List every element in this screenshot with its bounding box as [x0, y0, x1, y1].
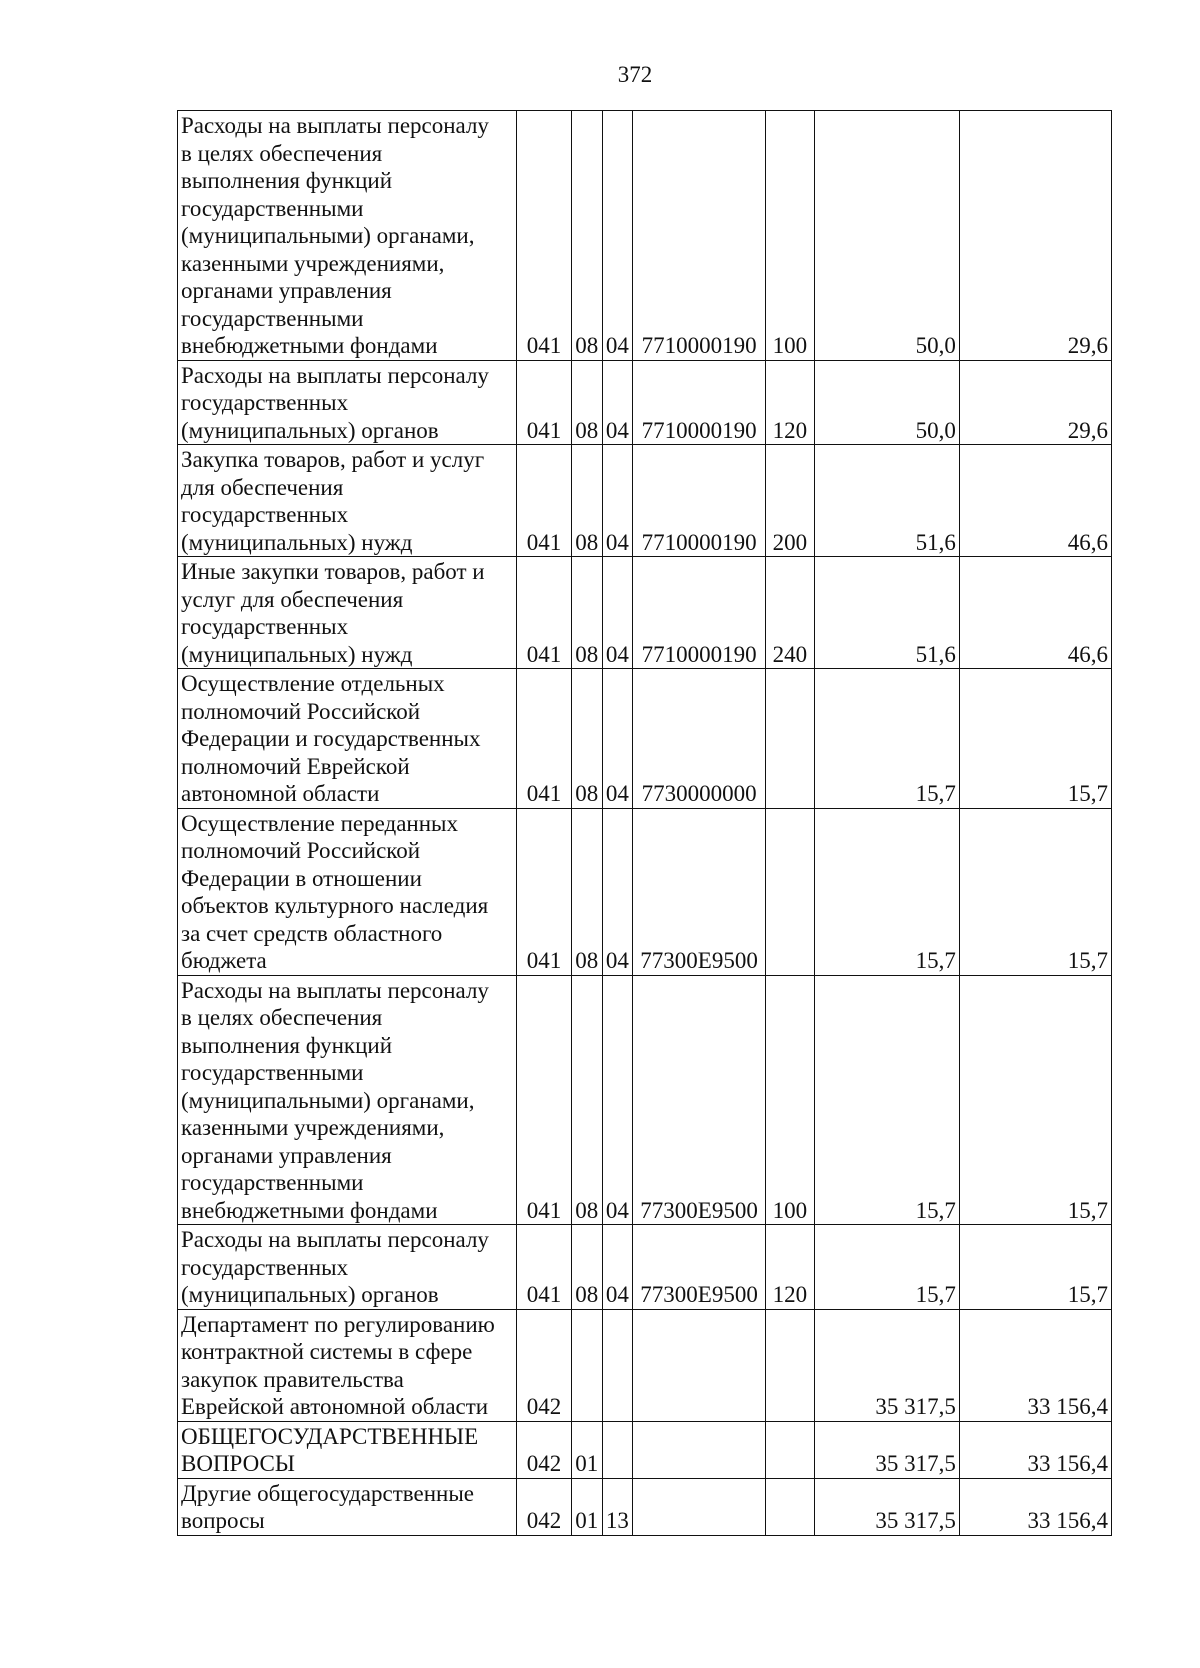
sum-first-cell: 51,6	[814, 557, 959, 669]
section-code-cell: 08	[572, 111, 603, 361]
table-row	[178, 1421, 1112, 1478]
sum-second-cell: 46,6	[959, 445, 1111, 557]
page-number: 372	[617, 62, 653, 87]
section-code-cell: 08	[572, 1225, 603, 1310]
ministry-code-cell: 042	[516, 1309, 571, 1421]
section-code-cell: 08	[572, 975, 603, 1225]
ministry-code-cell: 042	[516, 1421, 571, 1478]
target-article-cell	[633, 1478, 766, 1535]
section-code-cell: 08	[572, 557, 603, 669]
sum-second-cell: 33 156,4	[959, 1478, 1111, 1535]
section-code-cell: 01	[572, 1478, 603, 1535]
sum-second-cell: 33 156,4	[959, 1421, 1111, 1478]
subsection-code-cell: 04	[602, 557, 633, 669]
target-article-cell: 7710000190	[633, 111, 766, 361]
subsection-code-cell	[602, 1309, 633, 1421]
subsection-code-cell	[602, 1421, 633, 1478]
target-article-cell: 7710000190	[633, 445, 766, 557]
subsection-code-cell: 04	[602, 669, 633, 809]
subsection-code-cell: 04	[602, 808, 633, 975]
sum-second-cell: 15,7	[959, 975, 1111, 1225]
ministry-code-cell: 041	[516, 445, 571, 557]
target-article-cell	[633, 1421, 766, 1478]
sum-second-cell: 15,7	[959, 1225, 1111, 1310]
table-row	[178, 445, 1112, 557]
target-article-cell: 7710000190	[633, 360, 766, 445]
ministry-code-cell: 041	[516, 808, 571, 975]
row-name-cell: Закупка товаров, работ и услуг для обеспечения государственных (муниципальных) нужд	[178, 445, 517, 557]
row-name-cell: Другие общегосударственные вопросы	[178, 1478, 517, 1535]
section-code-cell: 01	[572, 1421, 603, 1478]
sum-second-cell: 46,6	[959, 557, 1111, 669]
sum-second-cell: 29,6	[959, 360, 1111, 445]
target-article-cell: 77300E9500	[633, 1225, 766, 1310]
target-article-cell: 77300E9500	[633, 808, 766, 975]
expense-type-cell	[765, 1421, 814, 1478]
expense-type-cell: 240	[765, 557, 814, 669]
ministry-code-cell: 041	[516, 975, 571, 1225]
sum-first-cell: 50,0	[814, 360, 959, 445]
subsection-code-cell: 04	[602, 445, 633, 557]
subsection-code-cell: 04	[602, 360, 633, 445]
target-article-cell: 77300E9500	[633, 975, 766, 1225]
sum-first-cell: 15,7	[814, 808, 959, 975]
table-row	[178, 360, 1112, 445]
budget-table	[177, 110, 1112, 1536]
expense-type-cell: 100	[765, 111, 814, 361]
row-name-cell: Департамент по регулированию контрактной системы в сфере закупок правительства Еврейской автономной области	[178, 1309, 517, 1421]
expense-type-cell: 120	[765, 1225, 814, 1310]
ministry-code-cell: 041	[516, 557, 571, 669]
table-row	[178, 975, 1112, 1225]
expense-type-cell	[765, 808, 814, 975]
row-name-cell: Расходы на выплаты персоналу государственных (муниципальных) органов	[178, 1225, 517, 1310]
sum-first-cell: 15,7	[814, 669, 959, 809]
subsection-code-cell: 04	[602, 1225, 633, 1310]
table-row	[178, 557, 1112, 669]
table-row	[178, 1225, 1112, 1310]
section-code-cell	[572, 1309, 603, 1421]
table-row	[178, 669, 1112, 809]
sum-second-cell: 15,7	[959, 669, 1111, 809]
table-row	[178, 808, 1112, 975]
section-code-cell: 08	[572, 808, 603, 975]
sum-first-cell: 15,7	[814, 1225, 959, 1310]
target-article-cell: 7710000190	[633, 557, 766, 669]
row-name-cell: Расходы на выплаты персоналу в целях обеспечения выполнения функций государственными (муниципальными) органами, казенными учреждениями, органами управления государственными внебюджетными фондами	[178, 111, 517, 361]
expense-type-cell: 120	[765, 360, 814, 445]
sum-first-cell: 15,7	[814, 975, 959, 1225]
section-code-cell: 08	[572, 445, 603, 557]
sum-second-cell: 15,7	[959, 808, 1111, 975]
table-row	[178, 111, 1112, 361]
ministry-code-cell: 041	[516, 111, 571, 361]
expense-type-cell: 100	[765, 975, 814, 1225]
sum-second-cell: 33 156,4	[959, 1309, 1111, 1421]
target-article-cell	[633, 1309, 766, 1421]
row-name-cell: Расходы на выплаты персоналу в целях обеспечения выполнения функций государственными (муниципальными) органами, казенными учреждениями, органами управления государственными внебюджетными фондами	[178, 975, 517, 1225]
row-name-cell: Осуществление переданных полномочий Российской Федерации в отношении объектов культурного наследия за счет средств областного бюджета	[178, 808, 517, 975]
row-name-cell: ОБЩЕГОСУДАРСТВЕННЫЕ ВОПРОСЫ	[178, 1421, 517, 1478]
expense-type-cell	[765, 669, 814, 809]
sum-first-cell: 51,6	[814, 445, 959, 557]
sum-second-cell: 29,6	[959, 111, 1111, 361]
subsection-code-cell: 04	[602, 975, 633, 1225]
section-code-cell: 08	[572, 360, 603, 445]
row-name-cell: Осуществление отдельных полномочий Российской Федерации и государственных полномочий Еврейской автономной области	[178, 669, 517, 809]
expense-type-cell	[765, 1478, 814, 1535]
table-row	[178, 1309, 1112, 1421]
sum-first-cell: 35 317,5	[814, 1421, 959, 1478]
ministry-code-cell: 041	[516, 669, 571, 809]
subsection-code-cell: 13	[602, 1478, 633, 1535]
expense-type-cell: 200	[765, 445, 814, 557]
ministry-code-cell: 042	[516, 1478, 571, 1535]
sum-first-cell: 35 317,5	[814, 1478, 959, 1535]
subsection-code-cell: 04	[602, 111, 633, 361]
ministry-code-cell: 041	[516, 1225, 571, 1310]
sum-first-cell: 35 317,5	[814, 1309, 959, 1421]
sum-first-cell: 50,0	[814, 111, 959, 361]
row-name-cell: Расходы на выплаты персоналу государственных (муниципальных) органов	[178, 360, 517, 445]
table-row	[178, 1478, 1112, 1535]
ministry-code-cell: 041	[516, 360, 571, 445]
section-code-cell: 08	[572, 669, 603, 809]
target-article-cell: 7730000000	[633, 669, 766, 809]
expense-type-cell	[765, 1309, 814, 1421]
row-name-cell: Иные закупки товаров, работ и услуг для обеспечения государственных (муниципальных) нужд	[178, 557, 517, 669]
